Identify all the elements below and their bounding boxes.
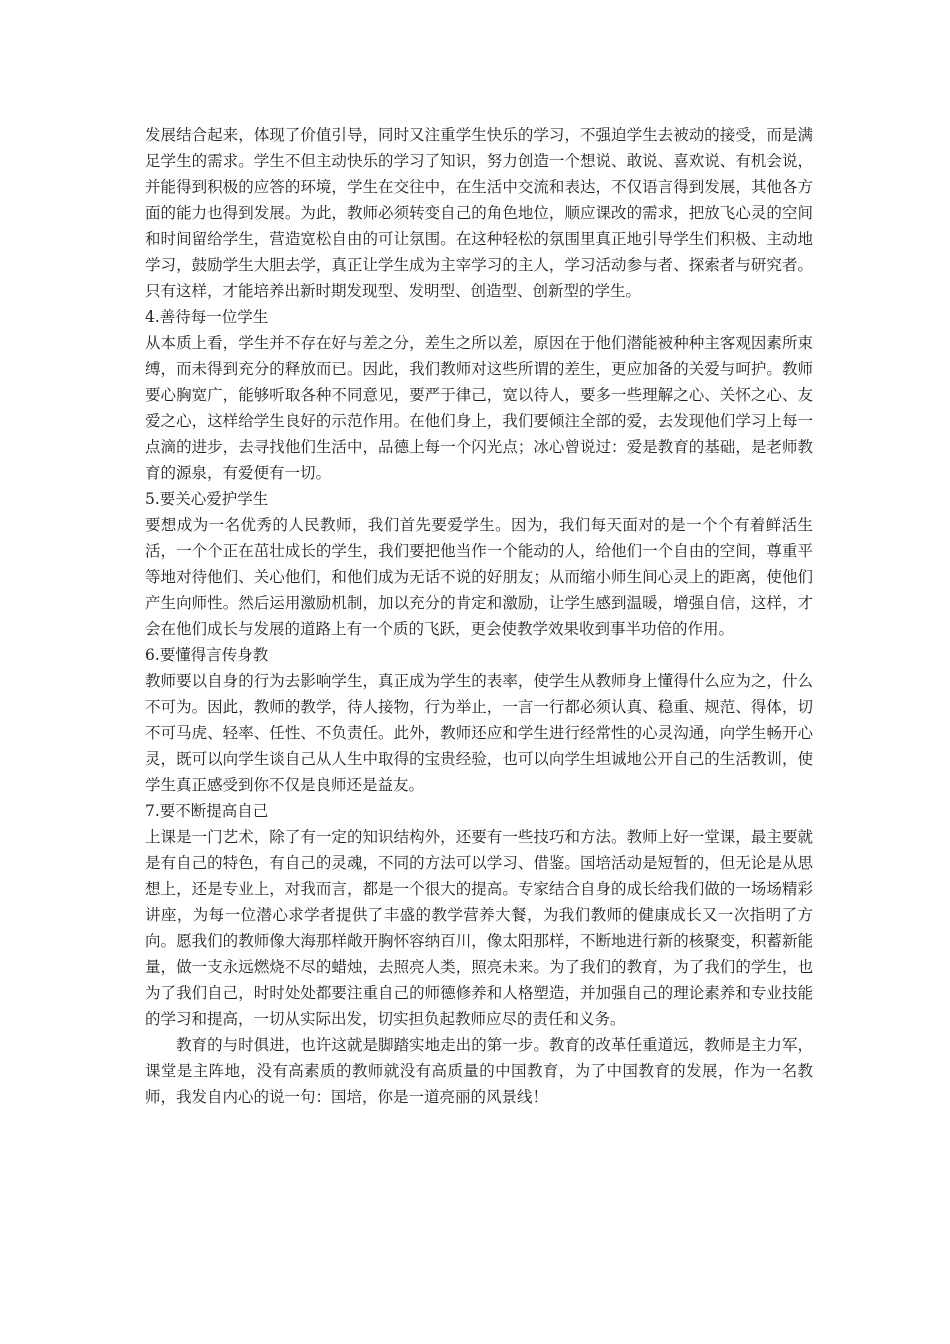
paragraph-section-7: 上课是一门艺术，除了有一定的知识结构外，还要有一些技巧和方法。教师上好一堂课，最主要就是有自己的特色，有自己的灵魂，不同的方法可以学习、借鉴。国培活动是短暂的，但无论是从思想上，还是专业上，对我而言，都是一个很大的提高。专家结合自身的成长给我们做的一场场精彩讲座，为每一位潜心求学者提供了丰盛的教学营养大餐，为我们教师的健康成长又一次指明了方向。愿我们的教师像大海那样敞开胸怀容纳百川，像太阳那样，不断地进行新的核聚变，积蓄新能量，做一支永远燃烧不尽的蜡烛，去照亮人类，照亮未来。为了我们的教育，为了我们的学生，也为了我们自己，时时处处都要注重自己的师德修养和人格塑造，并加强自己的理论素养和专业技能的学习和提高，一切从实际出发，切实担负起教师应尽的责任和义务。 bbox=[145, 828, 813, 1028]
paragraph-conclusion: 教育的与时俱进，也许这就是脚踏实地走出的第一步。教育的改革任重道远，教师是主力军，课堂是主阵地，没有高素质的教师就没有高质量的中国教育，为了中国教育的发展，作为一名教师，我发自内心的说一句：国培，你是一道亮丽的风景线！ bbox=[145, 1036, 813, 1106]
document-page bbox=[145, 122, 813, 1110]
section-heading-7: 7.要不断提高自己 bbox=[145, 802, 269, 820]
paragraph-section-4: 从本质上看，学生并不存在好与差之分，差生之所以差，原因在于他们潜能被种种主客观因素所束缚，而未得到充分的释放而已。因此，我们教师对这些所谓的差生，更应加备的关爱与呵护。教师要心胸宽广，能够听取各种不同意见，要严于律己，宽以待人，要多一些理解之心、关怀之心、友爱之心，这样给学生良好的示范作用。在他们身上，我们要倾注全部的爱，去发现他们学习上每一点滴的进步，去寻找他们生活中，品德上每一个闪光点；冰心曾说过：爱是教育的基础，是老师教育的源泉，有爱便有一切。 bbox=[145, 334, 813, 482]
paragraph-section-5: 要想成为一名优秀的人民教师，我们首先要爱学生。因为，我们每天面对的是一个个有着鲜活生活，一个个正在茁壮成长的学生，我们要把他当作一个能动的人，给他们一个自由的空间，尊重平等地对待他们、关心他们，和他们成为无话不说的好朋友；从而缩小师生间心灵上的距离，使他们产生向师性。然后运用激励机制，加以充分的肯定和激励，让学生感到温暖，增强自信，这样，才会在他们成长与发展的道路上有一个质的飞跃，更会使教学效果收到事半功倍的作用。 bbox=[145, 516, 813, 638]
section-heading-4: 4.善待每一位学生 bbox=[145, 308, 269, 326]
section-heading-5: 5.要关心爱护学生 bbox=[145, 490, 269, 508]
paragraph-intro: 发展结合起来，体现了价值引导，同时又注重学生快乐的学习，不强迫学生去被动的接受，而是满足学生的需求。学生不但主动快乐的学习了知识，努力创造一个想说、敢说、喜欢说、有机会说，并能得到积极的应答的环境，学生在交往中，在生活中交流和表达，不仅语言得到发展，其他各方面的能力也得到发展。为此，教师必须转变自己的角色地位，顺应课改的需求，把放飞心灵的空间和时间留给学生，营造宽松自由的可让氛围。在这种轻松的氛围里真正地引导学生们积极、主动地学习，鼓励学生大胆去学，真正让学生成为主宰学习的主人，学习活动参与者、探索者与研究者。只有这样，才能培养出新时期发现型、发明型、创造型、创新型的学生。 bbox=[145, 126, 813, 300]
section-heading-6: 6.要懂得言传身教 bbox=[145, 646, 269, 664]
paragraph-section-6: 教师要以自身的行为去影响学生，真正成为学生的表率，使学生从教师身上懂得什么应为之，什么不可为。因此，教师的教学，待人接物，行为举止，一言一行都必须认真、稳重、规范、得体，切不可马虎、轻率、任性、不负责任。此外，教师还应和学生进行经常性的心灵沟通，向学生畅开心灵，既可以向学生谈自己从人生中取得的宝贵经验，也可以向学生坦诚地公开自己的生活教训，使学生真正感受到你不仅是良师还是益友。 bbox=[145, 672, 813, 794]
